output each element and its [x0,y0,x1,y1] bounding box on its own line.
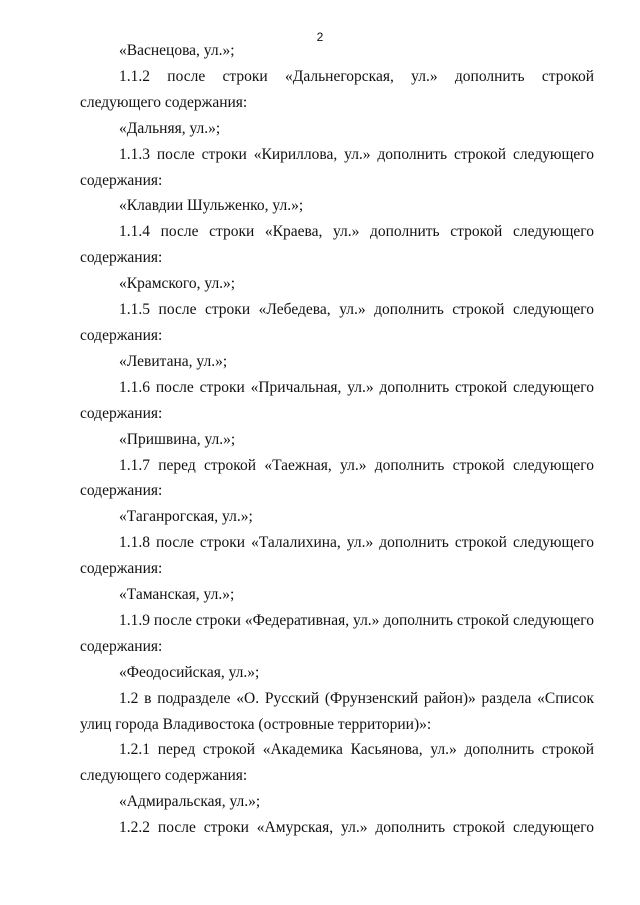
instruction-paragraph: 1.1.2 после строки «Дальнегорская, ул.» дополнить строкой следующего содержания: [80,67,594,111]
instruction-paragraph: 1.2.2 после строки «Амурская, ул.» дополнить строкой следующего [119,819,594,837]
street-entry: «Дальняя, ул.»; [119,119,221,137]
instruction-paragraph: 1.1.3 после строки «Кириллова, ул.» дополнить строкой следующего содержания: [80,145,594,189]
street-entry: «Васнецова, ул.»; [119,42,235,59]
street-entry: «Феодосийская, ул.»; [119,663,260,681]
instruction-paragraph: 1.1.7 перед строкой «Таежная, ул.» дополнить строкой следующего содержания: [80,456,594,500]
instruction-paragraph: 1.1.4 после строки «Краева, ул.» дополнить строкой следующего содержания: [80,223,594,267]
page-number: 2 [316,30,324,44]
street-entry: «Левитана, ул.»; [119,352,228,370]
street-entry: «Таманская, ул.»; [119,586,235,604]
section-paragraph: 1.2 в подразделе «О. Русский (Фрунзенский район)» раздела «Список улиц города Владивостока (островные территории)»: [80,689,594,733]
street-entry: «Крамского, ул.»; [119,275,236,293]
document-body [80,38,594,841]
instruction-paragraph: 1.1.9 после строки «Федеративная, ул.» дополнить строкой следующего содержания: [80,611,594,655]
street-entry: «Адмиральская, ул.»; [119,793,261,811]
street-entry: «Пришвина, ул.»; [119,430,236,448]
instruction-paragraph: 1.1.5 после строки «Лебедева, ул.» дополнить строкой следующего содержания: [80,301,594,344]
street-entry: «Клавдии Шульженко, ул.»; [119,197,304,215]
instruction-paragraph: 1.1.8 после строки «Талалихина, ул.» дополнить строкой следующего содержания: [80,534,594,578]
instruction-paragraph: 1.2.1 перед строкой «Академика Касьянова, ул.» дополнить строкой следующего содержания: [80,741,594,785]
street-entry: «Таганрогская, ул.»; [119,508,253,526]
instruction-paragraph: 1.1.6 после строки «Причальная, ул.» дополнить строкой следующего содержания: [80,378,594,422]
